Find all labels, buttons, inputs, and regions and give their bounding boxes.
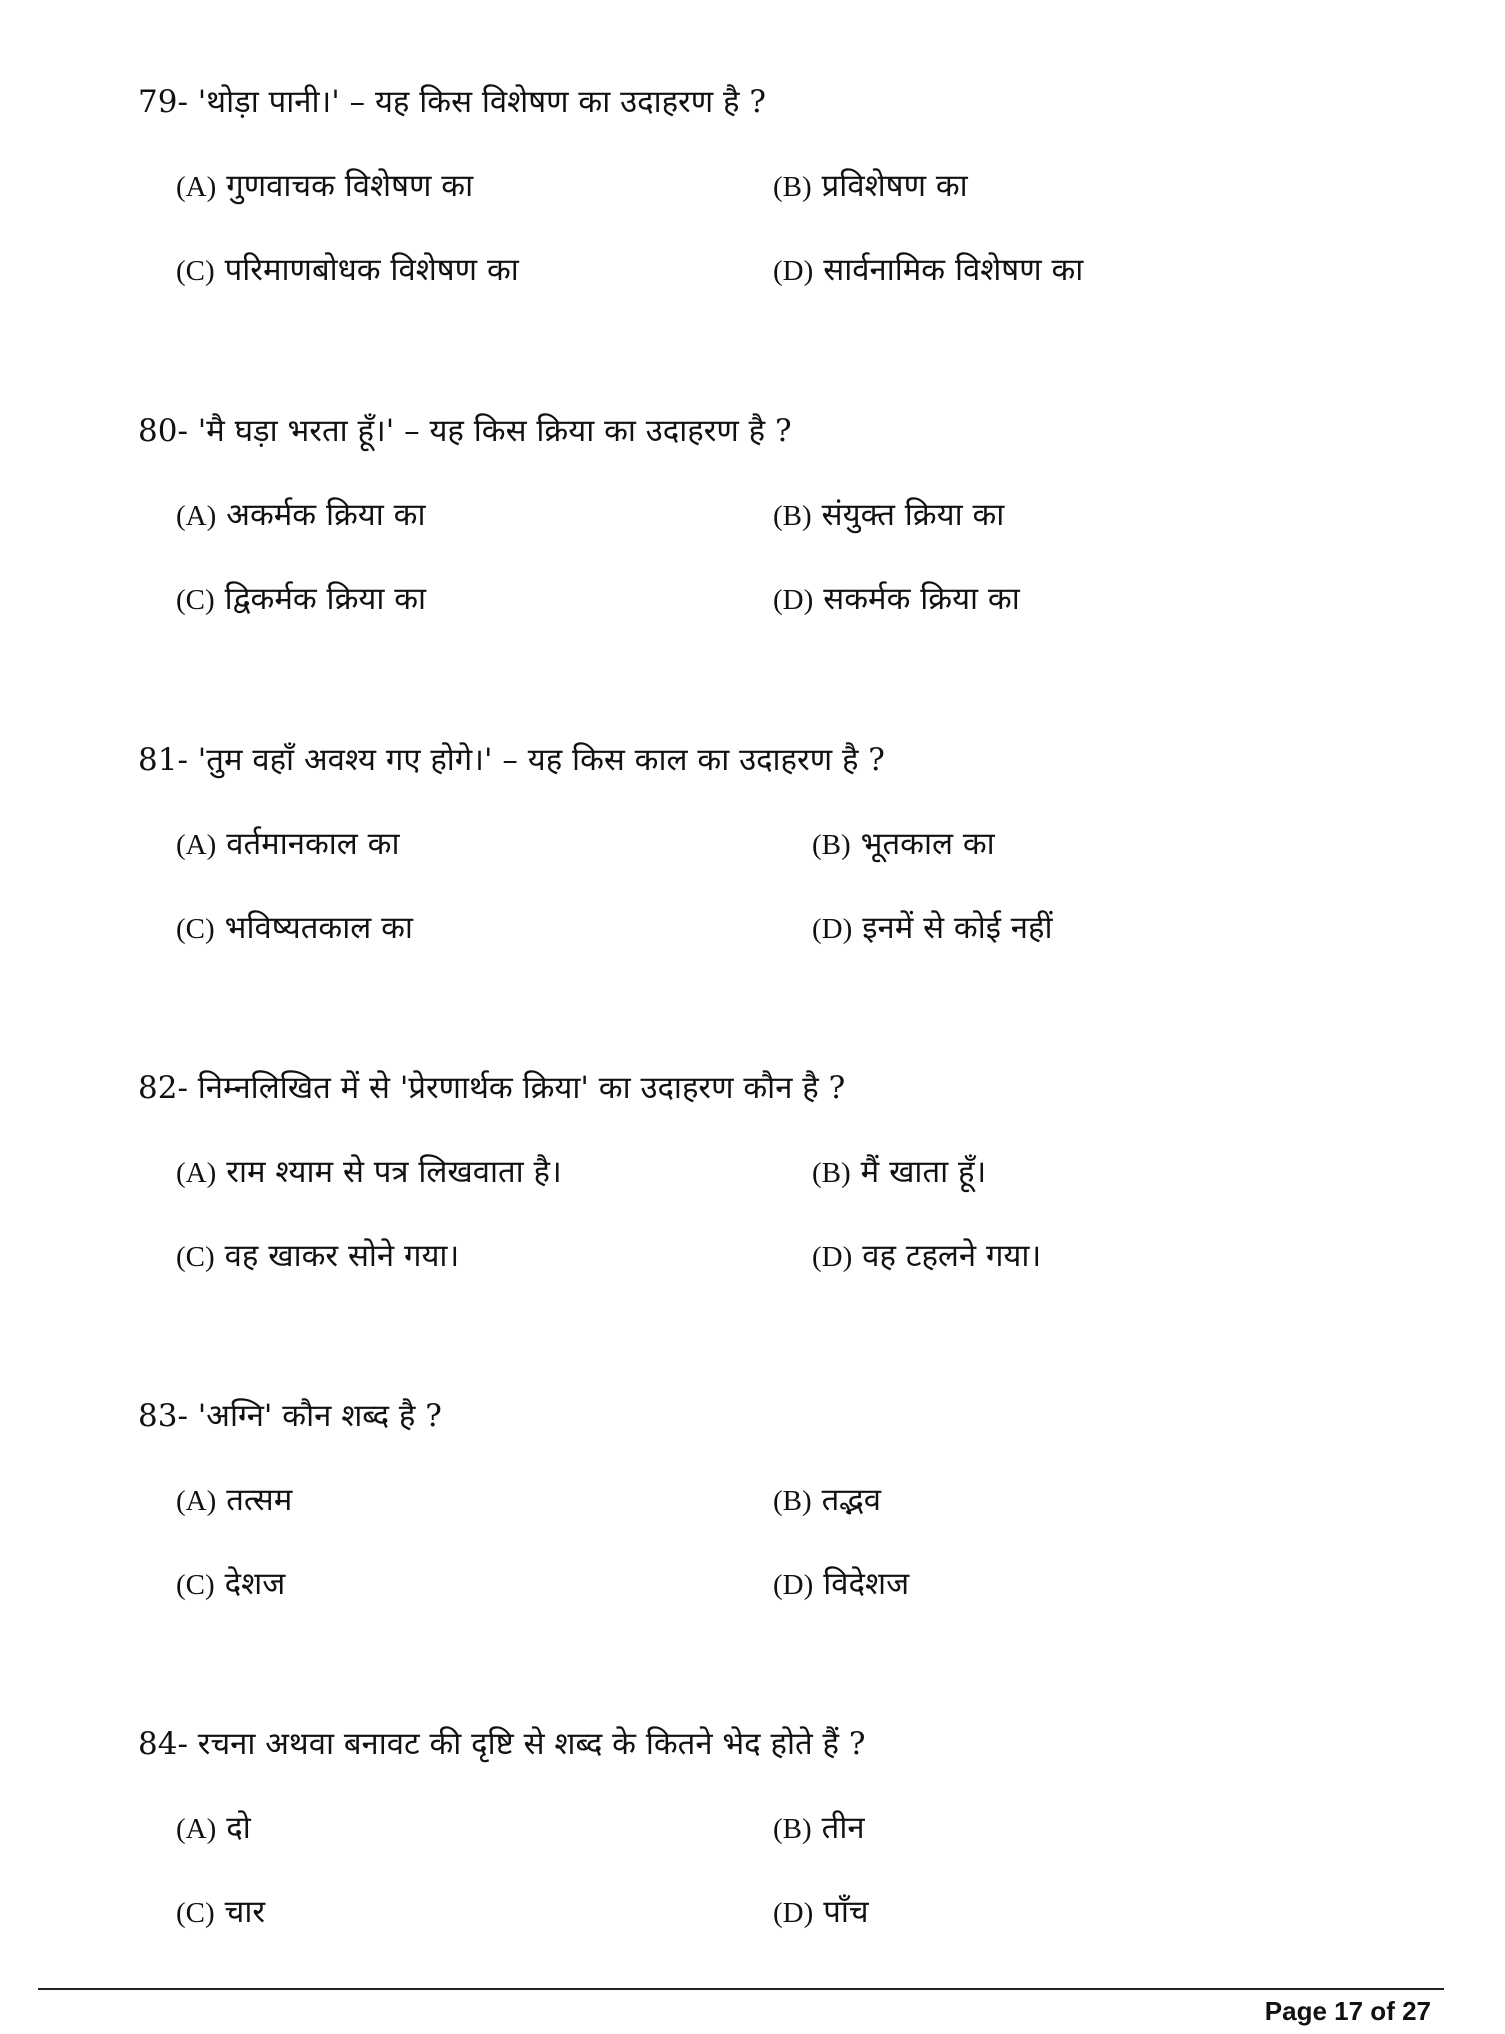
question-83: [138, 1394, 1418, 1654]
option-c: [176, 577, 426, 622]
option-c: [176, 1562, 285, 1607]
option-label: (C): [176, 1897, 215, 1929]
option-d: [773, 1562, 909, 1607]
option-text: प्रविशेषण का: [821, 168, 968, 204]
option-text: परिमाणबोधक विशेषण का: [224, 252, 519, 288]
option-a: [176, 1478, 292, 1523]
option-text: सकर्मक क्रिया का: [823, 581, 1020, 617]
option-a: [176, 1806, 251, 1851]
option-label: (B): [773, 500, 812, 532]
option-c: [176, 248, 519, 293]
option-text: द्विकर्मक क्रिया का: [224, 581, 427, 617]
option-c: [176, 1890, 265, 1935]
option-label: (B): [773, 1813, 812, 1845]
option-b: [773, 1806, 865, 1851]
option-text: दो: [226, 1810, 251, 1846]
option-text: वर्तमानकाल का: [226, 826, 400, 862]
option-text: चार: [224, 1894, 266, 1930]
question-80: [138, 409, 1418, 669]
page-number: Page 17 of 27: [1264, 1996, 1431, 2026]
option-d: [773, 577, 1020, 622]
option-text: राम श्याम से पत्र लिखवाता है।: [226, 1154, 562, 1190]
option-text: वह खाकर सोने गया।: [224, 1238, 460, 1274]
option-label: (C): [176, 1241, 215, 1273]
option-label: (A): [176, 500, 217, 532]
question-stem: 82- निम्नलिखित में से 'प्रेरणार्थक क्रिया' का उदाहरण कौन है ?: [138, 1070, 846, 1106]
option-text: तीन: [821, 1810, 865, 1846]
option-label: (D): [812, 1241, 853, 1273]
option-text: देशज: [224, 1566, 286, 1602]
option-label: (D): [773, 584, 814, 616]
option-a: [176, 493, 426, 538]
option-text: गुणवाचक विशेषण का: [226, 168, 474, 204]
option-a: [176, 164, 473, 209]
option-d: [812, 906, 1053, 951]
option-b: [812, 822, 995, 867]
option-text: अकर्मक क्रिया का: [226, 497, 426, 533]
option-label: (A): [176, 829, 217, 861]
option-text: इनमें से कोई नहीं: [862, 910, 1053, 946]
option-label: (C): [176, 255, 215, 287]
option-d: [773, 248, 1083, 293]
question-stem: 83- 'अग्नि' कौन शब्द है ?: [138, 1398, 442, 1434]
option-text: सार्वनामिक विशेषण का: [823, 252, 1084, 288]
question-79: [138, 80, 1418, 340]
option-text: तद्भव: [821, 1482, 882, 1518]
option-b: [773, 164, 968, 209]
footer-divider: [38, 1988, 1444, 1990]
option-label: (A): [176, 1485, 217, 1517]
option-d: [812, 1234, 1041, 1279]
option-a: [176, 822, 400, 867]
option-b: [812, 1150, 986, 1195]
option-label: (A): [176, 1157, 217, 1189]
option-text: मैं खाता हूँ।: [860, 1154, 987, 1190]
option-text: पाँच: [823, 1894, 869, 1930]
question-81: [138, 738, 1418, 998]
option-text: विदेशज: [823, 1566, 910, 1602]
option-c: [176, 1234, 459, 1279]
option-label: (A): [176, 1813, 217, 1845]
question-stem: 79- 'थोड़ा पानी।' – यह किस विशेषण का उदाहरण है ?: [138, 84, 766, 120]
option-a: [176, 1150, 562, 1195]
option-label: (C): [176, 584, 215, 616]
option-label: (D): [773, 255, 814, 287]
option-label: (D): [812, 913, 853, 945]
option-text: संयुक्त क्रिया का: [821, 497, 1005, 533]
option-label: (D): [773, 1569, 814, 1601]
option-label: (A): [176, 171, 217, 203]
option-label: (C): [176, 913, 215, 945]
option-label: (C): [176, 1569, 215, 1601]
question-stem: 80- 'मै घड़ा भरता हूँ।' – यह किस क्रिया का उदाहरण है ?: [138, 413, 792, 449]
option-label: (B): [773, 171, 812, 203]
option-label: (B): [812, 1157, 851, 1189]
option-b: [773, 1478, 881, 1523]
option-label: (B): [812, 829, 851, 861]
option-text: भूतकाल का: [860, 826, 995, 862]
option-text: वह टहलने गया।: [862, 1238, 1042, 1274]
question-84: [138, 1722, 1418, 1982]
option-label: (B): [773, 1485, 812, 1517]
option-text: भविष्यतकाल का: [224, 910, 413, 946]
question-82: [138, 1066, 1418, 1326]
option-b: [773, 493, 1004, 538]
question-stem: 81- 'तुम वहाँ अवश्य गए होगे।' – यह किस काल का उदाहरण है ?: [138, 742, 885, 778]
option-label: (D): [773, 1897, 814, 1929]
question-stem: 84- रचना अथवा बनावट की दृष्टि से शब्द के कितने भेद होते हैं ?: [138, 1726, 866, 1762]
option-c: [176, 906, 413, 951]
option-text: तत्सम: [226, 1482, 293, 1518]
option-d: [773, 1890, 869, 1935]
